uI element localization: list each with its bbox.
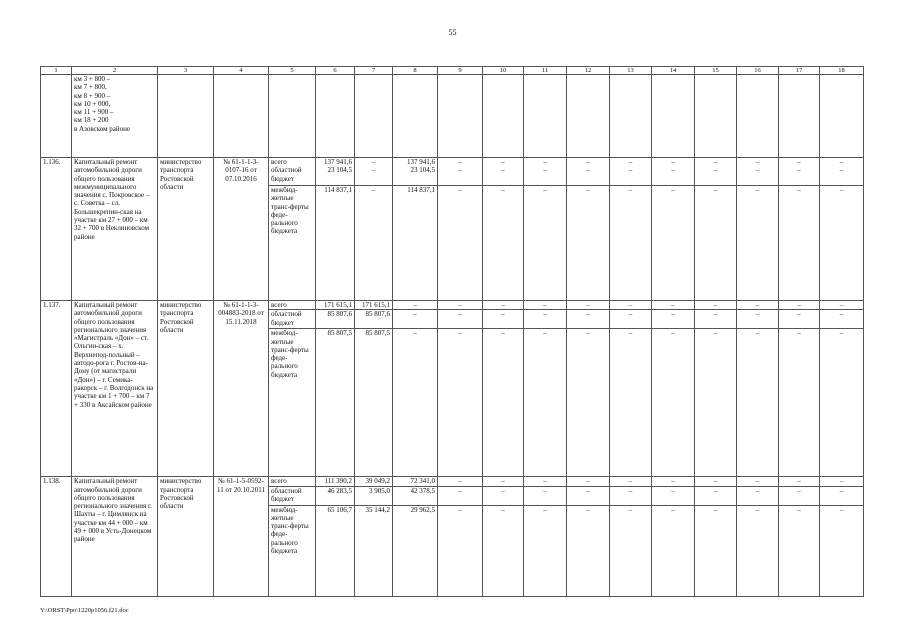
- value-cell: 171 615,1: [355, 301, 393, 310]
- value-cell: –: [695, 477, 737, 486]
- row-number: 1.136.: [41, 158, 72, 301]
- header-cell: 17: [779, 67, 820, 75]
- customer-cell: министерство транспорта Ростовской области: [158, 158, 214, 301]
- value-cell: –: [524, 301, 567, 310]
- value-cell: –: [610, 301, 652, 310]
- value-cell: – –: [567, 158, 610, 186]
- value-cell: –: [779, 505, 820, 596]
- source-cell: межбюд-жетные транс-ферты феде-рального бюджета: [269, 186, 316, 301]
- value-cell: 3 905,0: [355, 486, 393, 505]
- document-cell: № 61-1-1-3-004883-2018 от 15.11.2018: [214, 301, 269, 477]
- value-cell: –: [779, 486, 820, 505]
- value-cell: – –: [355, 158, 393, 186]
- value-cell: 29 962,5: [393, 505, 438, 596]
- value-cell: –: [737, 329, 779, 477]
- value-cell: –: [652, 186, 695, 301]
- object-name-cell: Капитальный ремонт автомобильной дороги общего пользования регионального значения г. Шахты – г. Цимлянск на участке км 44 + 000 – км 49 + 000 в Усть-Донецком районе: [72, 477, 158, 596]
- header-cell: 3: [158, 67, 214, 75]
- value-cell: – –: [483, 158, 524, 186]
- value-cell: 137 941,6 23 104,5: [393, 158, 438, 186]
- header-row: [41, 67, 864, 75]
- value-cell: –: [438, 329, 483, 477]
- customer-cell: министерство транспорта Ростовской области: [158, 301, 214, 477]
- document-cell: № 61-1-5-0592-11 от 20.10.2011: [214, 477, 269, 596]
- header-cell: 8: [393, 67, 438, 75]
- file-path-footer: Y:\ORST\Ppo\1220p1056.f21.doc: [40, 607, 129, 614]
- header-cell: 4: [214, 67, 269, 75]
- value-cell: –: [695, 310, 737, 329]
- value-cell: 171 615,1: [316, 301, 355, 310]
- value-cell: –: [820, 505, 864, 596]
- value-cell: –: [567, 310, 610, 329]
- value-cell: –: [820, 301, 864, 310]
- value-cell: –: [567, 486, 610, 505]
- value-cell: –: [483, 477, 524, 486]
- value-cell: –: [483, 301, 524, 310]
- value-cell: –: [483, 186, 524, 301]
- value-cell: –: [779, 301, 820, 310]
- value-cell: –: [483, 310, 524, 329]
- value-cell: –: [652, 329, 695, 477]
- value-cell: –: [567, 301, 610, 310]
- value-cell: –: [524, 329, 567, 477]
- value-cell: –: [524, 486, 567, 505]
- value-cell: –: [695, 186, 737, 301]
- value-cell: 85 807,5: [316, 329, 355, 477]
- table-row: [41, 75, 864, 158]
- value-cell: –: [524, 477, 567, 486]
- value-cell: –: [652, 505, 695, 596]
- value-cell: –: [695, 329, 737, 477]
- value-cell: –: [820, 186, 864, 301]
- header-cell: 5: [269, 67, 316, 75]
- value-cell: –: [779, 477, 820, 486]
- value-cell: –: [695, 301, 737, 310]
- value-cell: –: [779, 310, 820, 329]
- value-cell: –: [393, 301, 438, 310]
- value-cell: –: [610, 186, 652, 301]
- value-cell: 65 106,7: [316, 505, 355, 596]
- value-cell: 42 378,5: [393, 486, 438, 505]
- source-cell: межбюд-жетные транс-ферты феде-рального бюджета: [269, 329, 316, 477]
- header-cell: 10: [483, 67, 524, 75]
- value-cell: –: [652, 477, 695, 486]
- value-cell: –: [737, 310, 779, 329]
- value-cell: –: [652, 301, 695, 310]
- value-cell: –: [652, 486, 695, 505]
- value-cell: 111 390,2: [316, 477, 355, 486]
- value-cell: –: [524, 505, 567, 596]
- value-cell: –: [610, 486, 652, 505]
- header-cell: 12: [567, 67, 610, 75]
- value-cell: 39 049,2: [355, 477, 393, 486]
- value-cell: –: [438, 477, 483, 486]
- header-cell: 15: [695, 67, 737, 75]
- object-name-cell: Капитальный ремонт автомобильной дороги общего пользования межмуниципального значения с. Покровское – с. Советка – сл. Большекрепин-ская на участке км 27 + 000 – км 32 + 700 в Неклиновском районе: [72, 158, 158, 301]
- source-cell: межбюд-жетные транс-ферты феде-рального бюджета: [269, 505, 316, 596]
- value-cell: 114 837,1: [316, 186, 355, 301]
- header-cell: 1: [41, 67, 72, 75]
- row-number: 1.137.: [41, 301, 72, 477]
- value-cell: – –: [610, 158, 652, 186]
- value-cell: 72 341,0: [393, 477, 438, 486]
- value-cell: 85 807,6: [316, 310, 355, 329]
- value-cell: –: [652, 310, 695, 329]
- value-cell: –: [438, 486, 483, 505]
- value-cell: –: [610, 329, 652, 477]
- value-cell: –: [355, 186, 393, 301]
- value-cell: –: [737, 505, 779, 596]
- value-cell: –: [779, 329, 820, 477]
- value-cell: –: [567, 329, 610, 477]
- table-row: [41, 301, 864, 310]
- source-cell: всего: [269, 301, 316, 310]
- value-cell: –: [483, 505, 524, 596]
- program-table: [40, 66, 864, 597]
- value-cell: – –: [779, 158, 820, 186]
- value-cell: 85 807,6: [355, 310, 393, 329]
- value-cell: 35 144,2: [355, 505, 393, 596]
- header-cell: 6: [316, 67, 355, 75]
- value-cell: –: [483, 329, 524, 477]
- value-cell: –: [393, 310, 438, 329]
- value-cell: – –: [652, 158, 695, 186]
- customer-cell: министерство транспорта Ростовской области: [158, 477, 214, 596]
- header-cell: 2: [72, 67, 158, 75]
- value-cell: –: [695, 486, 737, 505]
- header-cell: 11: [524, 67, 567, 75]
- value-cell: –: [438, 505, 483, 596]
- value-cell: –: [820, 329, 864, 477]
- value-cell: –: [393, 329, 438, 477]
- value-cell: –: [567, 477, 610, 486]
- value-cell: –: [737, 301, 779, 310]
- header-cell: 16: [737, 67, 779, 75]
- value-cell: –: [610, 310, 652, 329]
- source-cell: областной бюджет: [269, 486, 316, 505]
- value-cell: –: [610, 505, 652, 596]
- header-cell: 14: [652, 67, 695, 75]
- value-cell: –: [438, 310, 483, 329]
- value-cell: –: [820, 486, 864, 505]
- value-cell: –: [524, 310, 567, 329]
- table-row: [41, 158, 864, 186]
- value-cell: – –: [820, 158, 864, 186]
- value-cell: –: [737, 477, 779, 486]
- object-name-cell: км 3 + 800 – км 7 + 800, км 8 + 900 – км 10 + 000, км 11 + 900 – км 18 + 200 в Азовском районе: [72, 75, 158, 158]
- source-cell: всего: [269, 477, 316, 486]
- value-cell: –: [820, 477, 864, 486]
- value-cell: –: [438, 301, 483, 310]
- value-cell: –: [737, 186, 779, 301]
- source-cell: всего областной бюджет: [269, 158, 316, 186]
- document-cell: № 61-1-1-3-0107-16 от 07.10.2016: [214, 158, 269, 301]
- value-cell: –: [567, 505, 610, 596]
- value-cell: –: [567, 186, 610, 301]
- row-number: 1.138.: [41, 477, 72, 596]
- object-name-cell: Капитальный ремонт автомобильной дороги общего пользования регионального значения «Магистраль «Дон» – ст. Ольгин-ская – х. Верхнепод-польный – автодо-рога г. Ростов-на-Дону (от магистрали «Дон») – г. Семика-ракорск – г. Волгодонск на участке км 1 + 700 – км 7 + 330 в Аксайском районе: [72, 301, 158, 477]
- value-cell: – –: [524, 158, 567, 186]
- value-cell: –: [820, 310, 864, 329]
- header-cell: 13: [610, 67, 652, 75]
- value-cell: 137 941,6 23 104,5: [316, 158, 355, 186]
- page-number: 55: [448, 28, 457, 37]
- value-cell: –: [438, 186, 483, 301]
- value-cell: –: [695, 505, 737, 596]
- header-cell: 9: [438, 67, 483, 75]
- value-cell: –: [524, 186, 567, 301]
- value-cell: – –: [438, 158, 483, 186]
- value-cell: –: [610, 477, 652, 486]
- header-cell: 7: [355, 67, 393, 75]
- source-cell: областной бюджет: [269, 310, 316, 329]
- value-cell: –: [483, 486, 524, 505]
- value-cell: –: [737, 486, 779, 505]
- value-cell: – –: [695, 158, 737, 186]
- value-cell: 46 283,5: [316, 486, 355, 505]
- value-cell: – –: [737, 158, 779, 186]
- value-cell: 114 837,1: [393, 186, 438, 301]
- value-cell: –: [779, 186, 820, 301]
- table-row: [41, 477, 864, 486]
- header-cell: 18: [820, 67, 864, 75]
- value-cell: 85 807,5: [355, 329, 393, 477]
